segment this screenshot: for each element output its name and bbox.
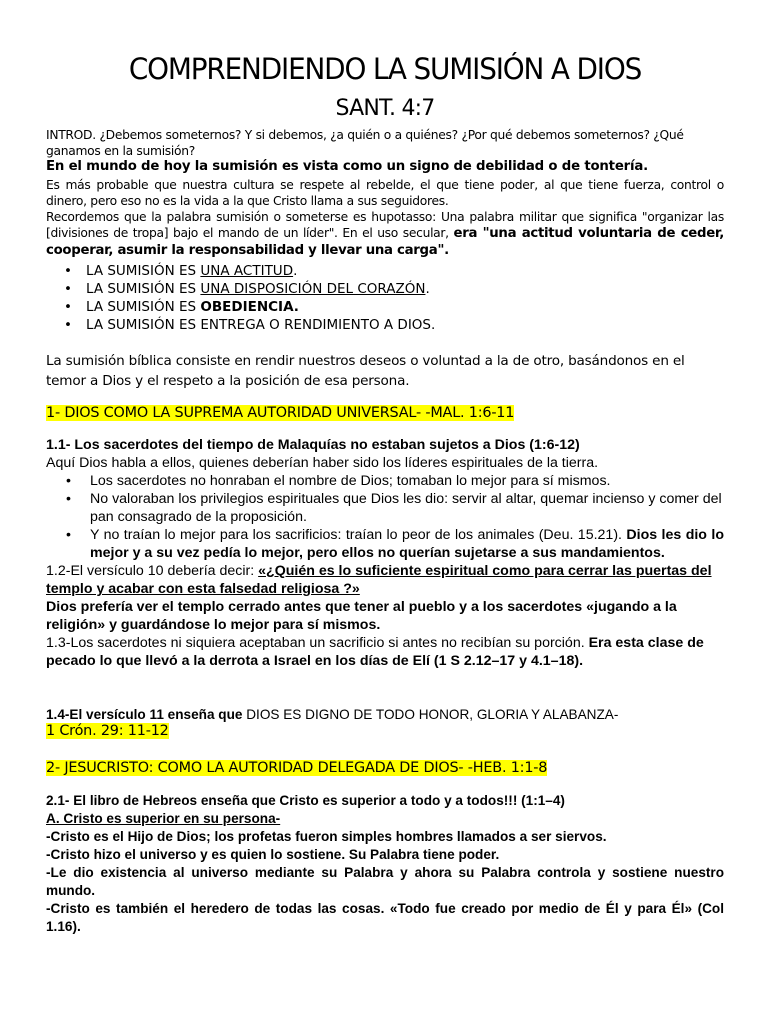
intro-word-bold: era "una actitud voluntaria de ceder, cooperar, asumir la responsabilidad y llevar una carga".: [46, 226, 724, 258]
subsection-text: Aquí Dios habla a ellos, quienes deberían haber sido los líderes espirituales de la tierra.: [46, 455, 599, 471]
intro-word-text: Recordemos que la palabra sumisión o someterse es hupotasso: Una palabra militar que significa "organizar las [divisiones de tropa] bajo el mando de un líder". En el uso secular,: [46, 210, 724, 240]
christ-line: -Cristo es el Hijo de Dios; los profetas fueron simples hombres llamados a ser siervos.: [46, 829, 607, 844]
subsection-title: 2.1- El libro de Hebreos enseña que Cristo es superior a todo y a todos!!! (1:1–4): [46, 793, 565, 808]
chronicles-reference: 1 Crón. 29: 11-12: [46, 723, 169, 739]
section1-subsection-1: [46, 436, 724, 670]
subsection-a-title: A. Cristo es superior en su persona-: [46, 811, 281, 826]
list-item: • LA SUMISIÓN ES ENTREGA O RENDIMIENTO A DIOS.: [86, 316, 724, 334]
intro-culture-paragraph: Es más probable que nuestra cultura se respete al rebelde, el que tiene poder, al que tiene fuerza, control o dinero, pero eso no es la vida a la que Cristo llama a sus seguidores.: [46, 178, 724, 208]
section-heading-1: 1- DIOS COMO LA SUPREMA AUTORIDAD UNIVERSAL- -MAL. 1:6-11: [46, 405, 515, 421]
list-item: • LA SUMISIÓN ES UNA DISPOSICIÓN DEL CORAZÓN.: [86, 280, 724, 298]
page-title: COMPRENDIENDO LA SUMISIÓN A DIOS: [128, 52, 642, 86]
subsection-title: 1.1- Los sacerdotes del tiempo de Malaquías no estaban sujetos a Dios (1:6-12): [46, 437, 580, 453]
list-item: • LA SUMISIÓN ES OBEDIENCIA.: [86, 298, 724, 316]
section2-subsection-1: [46, 792, 724, 936]
intro-world-statement: En el mundo de hoy la sumisión es vista como un signo de debilidad o de tontería.: [46, 159, 648, 174]
priests-list: [46, 472, 724, 562]
christ-line: -Le dio existencia al universo mediante su Palabra y ahora su Palabra controla y sostiene nuestro mundo.: [46, 865, 724, 898]
submission-list: [46, 262, 724, 334]
verse-10-conclusion: Dios prefería ver el templo cerrado antes que tener al pueblo y a los sacerdotes «jugando a la religión» y guardándose lo mejor para sí mismos.: [46, 599, 677, 633]
verse-10-paragraph: 1.2-El versículo 10 debería decir: «¿Quién es lo suficiente espiritual como para cerrar las puertas del templo y acabar con esta falsedad religiosa ?»: [46, 563, 712, 597]
definition-paragraph: La sumisión bíblica consiste en rendir nuestros deseos o voluntad a la de otro, basándonos en el temor a Dios y el respeto a la posición de esa persona.: [46, 353, 685, 389]
christ-line: -Cristo es también el heredero de todas las cosas. «Todo fue creado por medio de Él y para Él» (Col 1.16).: [46, 901, 724, 934]
verse-13-paragraph: 1.3-Los sacerdotes ni siquiera aceptaban un sacrificio si antes no recibían su porción. Era esta clase de pecado lo que llevó a la derrota a Israel en los días de Elí (1 S 2.12–17 y 4.1–18).: [46, 635, 704, 669]
intro-questions: INTROD. ¿Debemos someternos? Y si debemos, ¿a quién o a quiénes? ¿Por qué debemos someternos? ¿Qué ganamos en la sumisión?: [46, 128, 684, 158]
list-item: • No valoraban los privilegios espirituales que Dios les dio: servir al altar, quemar incienso y comer del pan consagrado de la proposición.: [90, 490, 724, 526]
scripture-reference: SANT. 4:7: [335, 96, 435, 121]
verse-11-paragraph: 1.4-El versículo 11 enseña que DIOS ES DIGNO DE TODO HONOR, GLORIA Y ALABANZA-: [46, 707, 619, 722]
christ-line: -Cristo hizo el universo y es quien lo sostiene. Su Palabra tiene poder.: [46, 847, 500, 862]
list-item: • Y no traían lo mejor para los sacrificios: traían lo peor de los animales (Deu. 15.21). Dios les dio lo mejor y a su vez pedía lo mejor, pero ellos no querían sujetarse a sus mandamientos.: [90, 526, 724, 562]
list-item: • Los sacerdotes no honraban el nombre de Dios; tomaban lo mejor para sí mismos.: [90, 472, 724, 490]
section-heading-2: 2- JESUCRISTO: COMO LA AUTORIDAD DELEGADA DE DIOS- -HEB. 1:1-8: [46, 760, 548, 776]
list-item: • LA SUMISIÓN ES UNA ACTITUD.: [86, 262, 724, 280]
intro-word-paragraph: [46, 209, 724, 259]
